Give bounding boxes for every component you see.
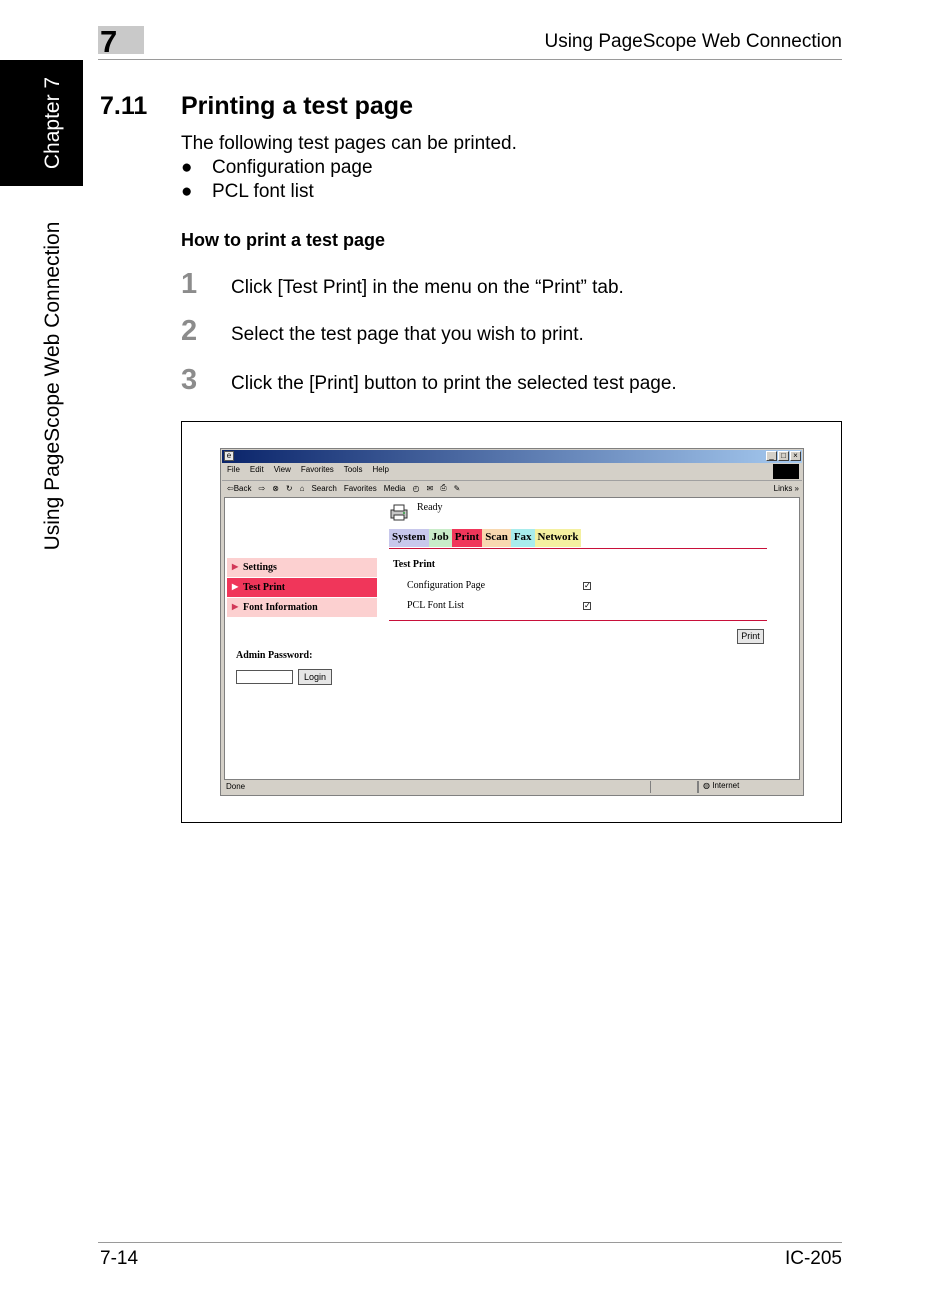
status-zone: ◍ Internet — [698, 781, 798, 793]
configuration-page-checkbox: ✓ — [584, 581, 591, 590]
favorites-button: Favorites — [343, 483, 377, 493]
test-print-divider — [389, 620, 767, 621]
stop-icon: ⊗ — [272, 483, 279, 493]
print-icon: ⎙ — [440, 483, 447, 492]
menu-bar — [227, 465, 389, 474]
pcl-font-list-label: PCL Font List — [407, 600, 464, 611]
running-header-title: Using PageScope Web Connection — [544, 31, 842, 52]
search-button: Search — [311, 483, 337, 493]
status-done: Done — [226, 782, 246, 791]
links-button: Links » — [773, 483, 799, 493]
tab-divider — [389, 548, 767, 549]
menu-tools: Tools — [343, 465, 363, 474]
tab-scan: Scan — [482, 529, 511, 547]
menu-help: Help — [372, 465, 389, 474]
tab-fax: Fax — [511, 529, 535, 547]
browser-window-screenshot — [220, 448, 804, 796]
section-title: Printing a test page — [181, 92, 413, 120]
tab-job: Job — [429, 529, 452, 547]
side-tab-section-label: Using PageScope Web Connection — [41, 221, 64, 551]
globe-icon: ◍ — [703, 781, 710, 790]
browser-content-area — [224, 497, 800, 780]
pagescope-tabs — [389, 529, 581, 547]
browser-status-bar — [222, 780, 802, 794]
step-number: 1 — [181, 268, 198, 300]
menu-edit: Edit — [249, 465, 264, 474]
close-icon: × — [790, 451, 801, 461]
title-bar — [222, 450, 802, 463]
test-print-heading: Test Print — [393, 559, 436, 570]
step-text: Select the test page that you wish to print. — [231, 324, 584, 345]
minimize-icon: _ — [766, 451, 777, 461]
sidebar-item-test-print: ▶ Test Print — [227, 578, 377, 597]
back-button: ⇦Back — [227, 483, 252, 493]
browser-toolbar — [227, 483, 799, 493]
tab-system: System — [389, 529, 429, 547]
step-number: 2 — [181, 315, 198, 347]
sidebar-item-font-information: ▶ Font Information — [227, 598, 377, 617]
footer-rule — [98, 1242, 842, 1243]
printer-status-icon — [389, 503, 409, 521]
side-tab-chapter-label: Chapter 7 — [41, 76, 64, 170]
sidebar-item-settings: ▶ Settings — [227, 558, 377, 577]
step-text: Click [Test Print] in the menu on the “Print” tab. — [231, 277, 624, 298]
step-number: 3 — [181, 364, 198, 396]
toolbar-separator — [222, 480, 802, 481]
login-button: Login — [298, 669, 332, 685]
model-name: IC-205 — [784, 1248, 842, 1269]
chapter-number: 7 — [100, 24, 118, 59]
configuration-page-label: Configuration Page — [407, 580, 486, 591]
header-rule — [98, 59, 842, 60]
procedure-heading: How to print a test page — [181, 230, 386, 250]
edit-icon: ✎ — [453, 483, 461, 493]
status-cells — [650, 781, 698, 793]
print-button: Print — [737, 629, 764, 644]
windows-logo-icon — [773, 464, 799, 479]
step-text: Click the [Print] button to print the selected test page. — [231, 373, 677, 394]
status-ready: Ready — [417, 502, 443, 513]
section-number: 7.11 — [100, 92, 148, 120]
bullet-item: ● Configuration page — [181, 157, 373, 178]
menu-view: View — [273, 465, 291, 474]
ie-icon: e — [224, 451, 234, 461]
home-icon: ⌂ — [299, 483, 305, 493]
bullet-item: ● PCL font list — [181, 181, 314, 202]
mail-icon: ✉ — [426, 483, 434, 493]
pcl-font-list-checkbox: ✓ — [584, 601, 591, 610]
admin-password-label: Admin Password: — [236, 650, 313, 661]
admin-password-field — [236, 670, 293, 684]
refresh-icon: ↻ — [285, 483, 293, 493]
menu-file: File — [227, 465, 240, 474]
history-icon: ◴ — [412, 483, 420, 493]
page-number: 7-14 — [100, 1248, 139, 1269]
menu-favorites: Favorites — [300, 465, 334, 474]
tab-print: Print — [452, 529, 482, 547]
forward-button: ⇨ — [258, 483, 266, 493]
intro-text: The following test pages can be printed. — [181, 133, 517, 154]
maximize-icon: □ — [778, 451, 789, 461]
media-button: Media — [383, 483, 406, 493]
tab-network: Network — [535, 529, 582, 547]
